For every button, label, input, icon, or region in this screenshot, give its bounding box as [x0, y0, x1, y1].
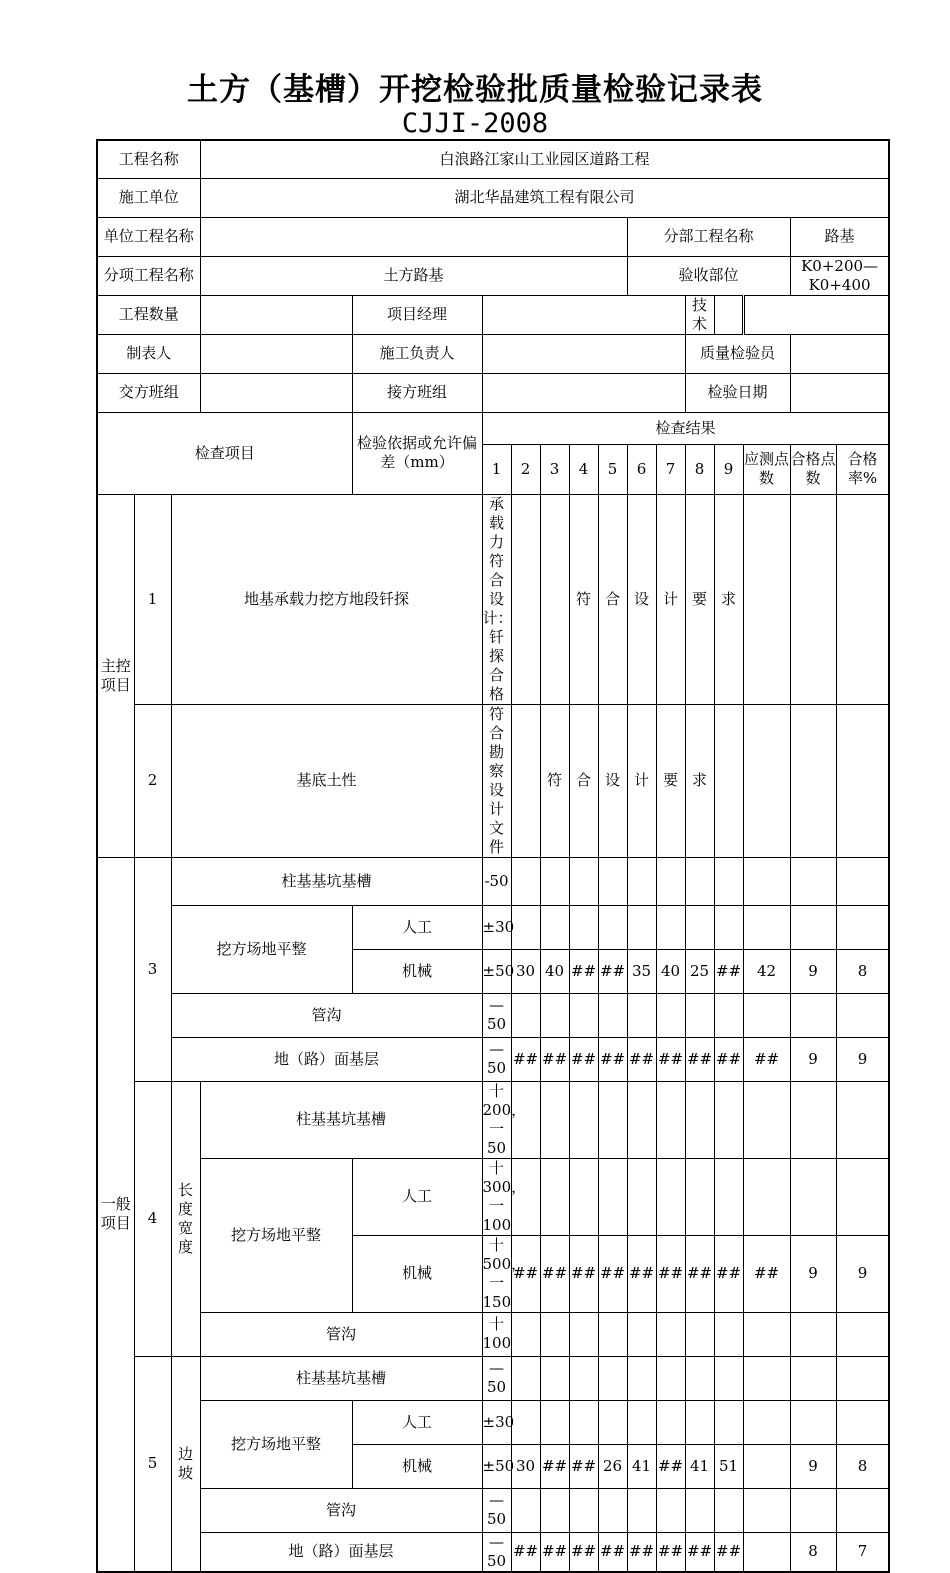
result-cell — [540, 1356, 569, 1400]
handover-value — [200, 373, 352, 412]
sub-item-value: 土方路基 — [200, 256, 627, 295]
row-no: 3 — [134, 857, 171, 1081]
result-cell — [656, 1488, 685, 1532]
result-cell — [743, 1158, 790, 1235]
quantity-label: 工程数量 — [97, 295, 200, 334]
result-cell: ## — [598, 1532, 627, 1572]
result-cell — [569, 1356, 598, 1400]
result-cell: 设 — [627, 494, 656, 704]
result-cell: 26 — [598, 1444, 627, 1488]
result-cell — [598, 905, 627, 949]
receiver-label: 接方班组 — [352, 373, 482, 412]
table-row — [97, 494, 889, 704]
result-cell: ## — [714, 1037, 743, 1081]
passed-cell — [836, 1488, 889, 1532]
result-cell: ## — [540, 1444, 569, 1488]
result-cell: ## — [714, 949, 743, 993]
length-width-label: 长度宽度 — [171, 1081, 200, 1356]
table-row — [97, 1312, 889, 1356]
table-row — [97, 1356, 889, 1400]
result-cell — [627, 1400, 656, 1444]
passed-cell: 8 — [836, 949, 889, 993]
result-cell — [511, 1081, 540, 1158]
result-cell — [511, 1312, 540, 1356]
qc-label: 质量检验员 — [685, 334, 790, 373]
result-cell — [656, 857, 685, 905]
item-basis: ±50 — [482, 949, 511, 993]
points-cell — [790, 857, 836, 905]
result-cell — [743, 1356, 790, 1400]
construction-lead-value — [482, 334, 685, 373]
item-name: 管沟 — [200, 1312, 482, 1356]
passed-cell: 9 — [836, 1037, 889, 1081]
result-cell — [627, 1158, 656, 1235]
result-cell: ## — [511, 1235, 540, 1312]
inspection-part-value: K0+200—K0+400 — [790, 256, 889, 295]
result-cell — [743, 905, 790, 949]
item-basis: ±30 — [482, 905, 511, 949]
passed-cell — [836, 1356, 889, 1400]
result-cell — [743, 494, 790, 704]
result-cell — [569, 993, 598, 1037]
site-leveling-label: 挖方场地平整 — [200, 1158, 352, 1312]
result-cell — [569, 1158, 598, 1235]
date-label: 检验日期 — [685, 373, 790, 412]
item-basis: 十300，一100 — [482, 1158, 527, 1234]
result-cell — [714, 1312, 743, 1356]
col-n-5: 5 — [598, 444, 627, 494]
result-cell: ## — [598, 949, 627, 993]
result-cell — [598, 993, 627, 1037]
result-cell — [627, 857, 656, 905]
result-cell: ## — [511, 1037, 540, 1081]
item-basis: -50 — [482, 857, 511, 905]
result-cell — [569, 905, 598, 949]
result-cell — [743, 1532, 790, 1572]
result-cell: 41 — [685, 1444, 714, 1488]
result-cell: ## — [714, 1532, 743, 1572]
result-cell — [598, 1081, 627, 1158]
result-cell: ## — [540, 1235, 569, 1312]
tech-extra — [743, 295, 889, 334]
result-cell — [743, 1444, 790, 1488]
result-cell — [685, 1081, 714, 1158]
row-tabulator — [97, 334, 889, 373]
result-cell: 合 — [598, 494, 627, 704]
result-cell: 要 — [656, 704, 685, 857]
result-cell — [685, 1158, 714, 1235]
passed-cell — [836, 1400, 889, 1444]
result-cell — [569, 1488, 598, 1532]
contractor-label: 施工单位 — [97, 178, 200, 217]
result-cell: ## — [569, 1532, 598, 1572]
item-name: 管沟 — [200, 1488, 482, 1532]
row-sub-item — [97, 256, 889, 295]
result-cell: ## — [685, 1235, 714, 1312]
item-basis: —50 — [482, 1488, 511, 1532]
result-cell — [685, 1356, 714, 1400]
result-cell: 40 — [656, 949, 685, 993]
row-quantity — [97, 295, 889, 334]
result-cell — [569, 1081, 598, 1158]
result-cell: ## — [627, 1235, 656, 1312]
points-cell — [790, 1488, 836, 1532]
col-n-8: 8 — [685, 444, 714, 494]
item-name: 人工 — [352, 1158, 482, 1235]
main-items-label: 主控项目 — [97, 494, 134, 857]
unit-project-label: 单位工程名称 — [97, 217, 200, 256]
col-n-9: 9 — [714, 444, 743, 494]
result-cell — [656, 1400, 685, 1444]
result-cell — [656, 1356, 685, 1400]
tabulator-value — [200, 334, 352, 373]
result-cell — [540, 857, 569, 905]
result-cell — [627, 1488, 656, 1532]
col-header-passed: 合格点数 — [790, 444, 836, 494]
item-basis: 十100 — [482, 1312, 511, 1356]
result-cell: ## — [685, 1532, 714, 1572]
table-row — [97, 905, 889, 949]
result-cell: 35 — [627, 949, 656, 993]
table-row — [97, 704, 889, 857]
points-cell — [790, 1158, 836, 1235]
result-cell: 41 — [627, 1444, 656, 1488]
result-cell: 30 — [511, 1444, 540, 1488]
col-n-1: 1 — [482, 444, 511, 494]
item-name: 柱基基坑基槽 — [171, 857, 482, 905]
tabulator-label: 制表人 — [97, 334, 200, 373]
points-cell: 9 — [790, 949, 836, 993]
result-cell — [714, 1158, 743, 1235]
result-cell — [714, 905, 743, 949]
result-cell — [656, 905, 685, 949]
result-cell — [540, 905, 569, 949]
result-cell — [598, 1400, 627, 1444]
result-cell — [743, 857, 790, 905]
col-n-7: 7 — [656, 444, 685, 494]
passed-cell: 8 — [836, 1444, 889, 1488]
result-cell — [511, 494, 540, 704]
result-cell — [598, 1356, 627, 1400]
item-name: 人工 — [352, 1400, 482, 1444]
project-name-label: 工程名称 — [97, 140, 200, 178]
points-cell — [790, 1312, 836, 1356]
result-cell: ## — [743, 1037, 790, 1081]
item-basis: 符合勘察设计文件 — [482, 704, 511, 857]
item-name: 机械 — [352, 1235, 482, 1312]
item-name: 基底土性 — [171, 704, 482, 857]
row-no: 2 — [134, 704, 171, 857]
result-cell: 42 — [743, 949, 790, 993]
passed-cell — [836, 1158, 889, 1235]
table-row — [97, 1158, 889, 1235]
item-name: 柱基基坑基槽 — [200, 1081, 482, 1158]
passed-cell — [836, 494, 889, 704]
result-cell — [511, 993, 540, 1037]
result-cell — [685, 993, 714, 1037]
result-cell: ## — [743, 1235, 790, 1312]
result-cell: 符 — [569, 494, 598, 704]
result-cell — [540, 494, 569, 704]
result-cell — [743, 1488, 790, 1532]
points-cell — [790, 1400, 836, 1444]
item-name: 机械 — [352, 949, 482, 993]
result-cell — [656, 1312, 685, 1356]
points-cell: 8 — [790, 1532, 836, 1572]
site-leveling-label: 挖方场地平整 — [200, 1400, 352, 1488]
item-name: 机械 — [352, 1444, 482, 1488]
passed-cell: 9 — [836, 1235, 889, 1312]
points-cell — [790, 1081, 836, 1158]
quantity-value — [200, 295, 352, 334]
table-row — [97, 857, 889, 905]
result-cell — [685, 1488, 714, 1532]
col-header-item: 检查项目 — [97, 412, 352, 494]
result-cell — [714, 1400, 743, 1444]
col-n-3: 3 — [540, 444, 569, 494]
contractor-value: 湖北华晶建筑工程有限公司 — [200, 178, 889, 217]
result-cell — [511, 857, 540, 905]
points-cell — [790, 1356, 836, 1400]
result-cell — [685, 857, 714, 905]
row-handover — [97, 373, 889, 412]
result-cell — [540, 993, 569, 1037]
item-basis: ±30 — [482, 1400, 511, 1444]
construction-lead-label: 施工负责人 — [352, 334, 482, 373]
slope-label: 边坡 — [171, 1356, 200, 1572]
item-basis: 十500，一150 — [482, 1235, 527, 1311]
result-cell — [540, 1081, 569, 1158]
item-name: 柱基基坑基槽 — [200, 1356, 482, 1400]
result-cell: ## — [540, 1532, 569, 1572]
result-cell: ## — [598, 1235, 627, 1312]
result-cell — [743, 1312, 790, 1356]
row-no: 5 — [134, 1356, 171, 1572]
col-header-rate: 合格率% — [836, 444, 889, 494]
result-cell: 求 — [685, 704, 714, 857]
item-name: 地（路）面基层 — [200, 1532, 482, 1572]
sub-item-label: 分项工程名称 — [97, 256, 200, 295]
result-cell: ## — [685, 1037, 714, 1081]
item-name: 地（路）面基层 — [171, 1037, 482, 1081]
col-header-results: 检查结果 — [482, 412, 889, 444]
table-row — [97, 1081, 889, 1158]
item-basis: —50 — [482, 1356, 511, 1400]
result-cell: ## — [627, 1037, 656, 1081]
general-items-label: 一般项目 — [97, 857, 134, 1572]
item-basis: —50 — [482, 1037, 511, 1081]
passed-cell: 7 — [836, 1532, 889, 1572]
points-cell — [790, 905, 836, 949]
result-cell — [511, 905, 540, 949]
division-label: 分部工程名称 — [627, 217, 790, 256]
result-cell: ## — [569, 949, 598, 993]
item-basis: 十200，一50 — [482, 1081, 527, 1157]
result-cell: ## — [714, 1235, 743, 1312]
col-header-basis: 检验依据或允许偏差（mm） — [352, 412, 482, 494]
result-cell — [598, 1312, 627, 1356]
result-cell — [743, 1081, 790, 1158]
result-cell — [598, 857, 627, 905]
result-cell — [511, 1356, 540, 1400]
result-cell — [714, 857, 743, 905]
result-cell — [598, 1158, 627, 1235]
result-cell: ## — [511, 1532, 540, 1572]
result-cell — [511, 1158, 540, 1235]
row-project-name — [97, 140, 889, 178]
result-cell — [656, 1081, 685, 1158]
table-row — [97, 1037, 889, 1081]
unit-project-value — [200, 217, 627, 256]
col-header-points: 应测点数 — [743, 444, 790, 494]
col-n-2: 2 — [511, 444, 540, 494]
result-cell — [540, 1488, 569, 1532]
passed-cell — [836, 704, 889, 857]
result-cell — [627, 905, 656, 949]
result-cell — [569, 1312, 598, 1356]
date-value — [790, 373, 889, 412]
result-cell — [511, 1488, 540, 1532]
item-basis: —50 — [482, 1532, 511, 1572]
result-cell — [743, 1400, 790, 1444]
tech-value — [714, 295, 743, 334]
row-no: 1 — [134, 494, 171, 704]
result-cell: 40 — [540, 949, 569, 993]
result-cell — [685, 905, 714, 949]
result-cell: 计 — [656, 494, 685, 704]
row-contractor — [97, 178, 889, 217]
table-row — [97, 993, 889, 1037]
result-cell — [569, 857, 598, 905]
result-cell: ## — [569, 1235, 598, 1312]
passed-cell — [836, 1312, 889, 1356]
inspection-part-label: 验收部位 — [627, 256, 790, 295]
result-cell — [714, 1081, 743, 1158]
result-cell — [714, 993, 743, 1037]
handover-label: 交方班组 — [97, 373, 200, 412]
item-name: 管沟 — [171, 993, 482, 1037]
points-cell — [790, 993, 836, 1037]
tech-label: 技术 — [685, 295, 714, 334]
points-cell: 9 — [790, 1444, 836, 1488]
result-cell: ## — [598, 1037, 627, 1081]
result-cell — [598, 1488, 627, 1532]
points-cell — [790, 704, 836, 857]
result-cell: 51 — [714, 1444, 743, 1488]
result-cell — [627, 1312, 656, 1356]
site-leveling-label: 挖方场地平整 — [171, 905, 352, 993]
receiver-value — [482, 373, 685, 412]
qc-value — [790, 334, 889, 373]
points-cell: 9 — [790, 1235, 836, 1312]
page-title: 土方（基槽）开挖检验批质量检验记录表 — [187, 72, 763, 108]
points-cell — [790, 494, 836, 704]
passed-cell — [836, 1081, 889, 1158]
result-cell — [511, 704, 540, 857]
standard-code: CJJI-2008 — [401, 108, 549, 139]
result-cell: ## — [627, 1532, 656, 1572]
table-row — [97, 1532, 889, 1572]
result-cell: ## — [656, 1037, 685, 1081]
item-basis: ±50 — [482, 1444, 511, 1488]
result-cell: ## — [656, 1532, 685, 1572]
result-cell: 25 — [685, 949, 714, 993]
pm-value — [482, 295, 685, 334]
result-cell — [743, 704, 790, 857]
passed-cell — [836, 993, 889, 1037]
result-cell: ## — [569, 1444, 598, 1488]
result-cell — [714, 1488, 743, 1532]
item-basis: 承载力符合设计：钎探合格 — [482, 494, 513, 703]
item-basis: —50 — [482, 993, 511, 1037]
column-header-row-1 — [97, 412, 889, 444]
col-n-6: 6 — [627, 444, 656, 494]
passed-cell — [836, 905, 889, 949]
item-name: 地基承载力挖方地段钎探 — [171, 494, 482, 704]
passed-cell — [836, 857, 889, 905]
result-cell — [714, 1356, 743, 1400]
row-no: 4 — [134, 1081, 171, 1356]
result-cell: 求 — [714, 494, 743, 704]
result-cell — [627, 1081, 656, 1158]
result-cell — [685, 1400, 714, 1444]
table-row — [97, 1400, 889, 1444]
col-n-4: 4 — [569, 444, 598, 494]
result-cell: ## — [656, 1235, 685, 1312]
result-cell — [627, 993, 656, 1037]
result-cell — [743, 993, 790, 1037]
result-cell: 符 — [540, 704, 569, 857]
result-cell: ## — [569, 1037, 598, 1081]
division-value: 路基 — [790, 217, 889, 256]
result-cell — [714, 704, 743, 857]
table-row — [97, 1488, 889, 1532]
result-cell: 要 — [685, 494, 714, 704]
result-cell — [540, 1158, 569, 1235]
result-cell — [540, 1400, 569, 1444]
result-cell — [685, 1312, 714, 1356]
inspection-record-table — [96, 139, 890, 1573]
result-cell — [656, 993, 685, 1037]
result-cell: 设 — [598, 704, 627, 857]
result-cell — [511, 1400, 540, 1444]
result-cell — [569, 1400, 598, 1444]
pm-label: 项目经理 — [352, 295, 482, 334]
item-name: 人工 — [352, 905, 482, 949]
result-cell: 合 — [569, 704, 598, 857]
result-cell: 计 — [627, 704, 656, 857]
points-cell: 9 — [790, 1037, 836, 1081]
result-cell — [540, 1312, 569, 1356]
row-unit-project — [97, 217, 889, 256]
result-cell — [627, 1356, 656, 1400]
result-cell: ## — [656, 1444, 685, 1488]
result-cell: ## — [540, 1037, 569, 1081]
project-name-value: 白浪路江家山工业园区道路工程 — [200, 140, 889, 178]
result-cell — [656, 1158, 685, 1235]
result-cell: 30 — [511, 949, 540, 993]
